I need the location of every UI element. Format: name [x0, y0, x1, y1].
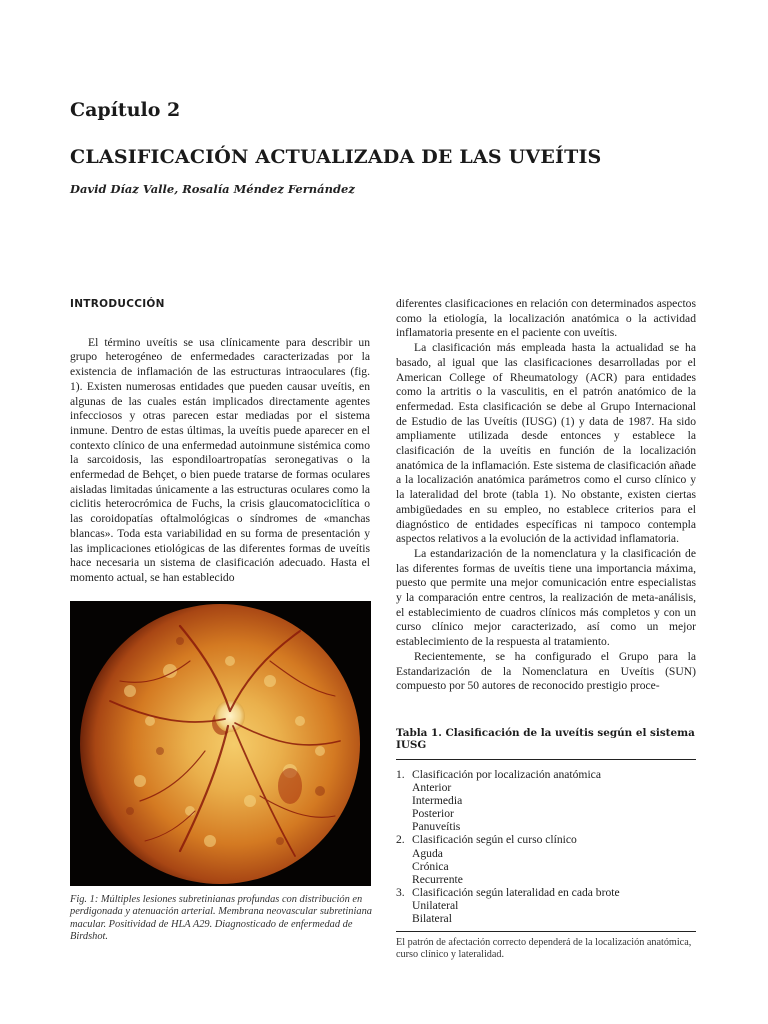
authors: David Díaz Valle, Rosalía Méndez Fernández — [70, 182, 355, 196]
right-column — [396, 297, 696, 694]
fundus-photograph — [70, 601, 371, 886]
section-heading-introduccion: INTRODUCCIÓN — [70, 298, 165, 310]
group-item: Recurrente — [412, 872, 463, 886]
group-number: 3. — [396, 885, 405, 899]
paragraph: La estandarización de la nomenclatura y la clasificación de las diferentes formas de uveítis tiene una importancia máxima, puesto que permite una mejor comunicación entre especialistas y la comparación entre centros, la realización de meta-análisis, el establecimiento de cuadros clínicos más completos y con un curso clínico mejor caracterizado, así como un mejor establecimiento de la respuesta al tratamiento. — [396, 546, 696, 649]
group-item: Anterior — [412, 781, 452, 795]
figure-caption: Fig. 1: Múltiples lesiones subretinianas profundas con distribución en perdigonada y atenuación arterial. Membrana neovascular subretiniana macular. Positividad de HLA A29. Diagnosticado de enfermedad de Birdshot. — [70, 894, 372, 942]
group-label: Clasificación según el curso clínico — [412, 833, 577, 847]
table-note: El patrón de afectación correcto dependerá de la localización anatómica, curso clínico y lateralidad. — [396, 931, 696, 962]
table-title: Tabla 1. Clasificación de la uveítis según el sistema IUSG — [396, 727, 696, 760]
paragraph: El término uveítis se usa clínicamente para describir un grupo heterogéneo de enfermedades caracterizadas por la existencia de inflamación de las estructuras intraoculares (fig. 1). Existen numerosas entidades que pueden causar uveítis, en algunas de las cuales están implicados directamente agentes infecciosos y otras parecen estar mediadas por el sistema inmune. Dentro de estas últimas, la uveítis puede aparecer en el contexto clínico de una enfermedad autoinmune sistémica como la sarcoidosis, las espondiloartropatías seronegativas o la enfermedad de Behçet, o bien puede tratarse de formas oculares aisladas limitadas únicamente a las estructuras oculares como la ciclitis heterocrómica de Fuchs, la crisis glaucomatociclítica o las coroidopatías oftalmológicas o síndromes de «manchas blancas». Toda esta variabilidad en su forma de presentación y las implicaciones etiológicas de las diferentes formas de uveítis hace necesaria un sistema de clasificación adecuado. Hasta el momento actual, se han establecido — [70, 335, 370, 584]
group-item: Aguda — [412, 846, 443, 860]
table-list — [396, 768, 696, 925]
group-label: Clasificación por localización anatómica — [412, 768, 601, 781]
table-group — [396, 768, 696, 833]
chapter-number: Capítulo 2 — [70, 99, 181, 121]
paragraph: diferentes clasificaciones en relación con determinados aspectos como la etiología, la localización anatómica o la actividad inflamatoria presente en el paciente con uveítis. — [396, 297, 696, 340]
group-label: Clasificación según lateralidad en cada brote — [412, 885, 620, 899]
table-group — [396, 886, 696, 925]
group-item: Posterior — [412, 807, 454, 821]
group-item: Panuveítis — [412, 820, 461, 834]
table-1 — [396, 727, 696, 962]
group-item: Bilateral — [412, 912, 452, 926]
group-item: Unilateral — [412, 898, 459, 912]
group-item: Crónica — [412, 859, 449, 873]
fundus-image — [70, 601, 371, 886]
group-number: 1. — [396, 768, 405, 781]
group-number: 2. — [396, 833, 405, 847]
group-item: Intermedia — [412, 794, 463, 808]
paragraph: La clasificación más empleada hasta la actualidad se ha basado, al igual que las clasificaciones desarrolladas por el American College of Rheumatology (ACR) para entidades como la artritis o la vasculitis, en el patrón anatómico de la enfermedad. Esta clasificación se debe al Grupo Internacional de Estudio de las Uveítis (IUSG) (1) y data de 1987. Ha sido ampliamente utilizada desde entonces y establece la clasificación de la uveítis en función de la localización anatómica de la inflamación. Este sistema de clasificación añade a la localización anatómica parámetros como el curso clínico y la lateralidad del brote (tabla 1). No obstante, existen ciertas ambigüedades en su empleo, no establece criterios para el diagnóstico de entidades específicas ni tampoco contempla aspectos relativos a la evolución de la actividad inflamatoria. — [396, 341, 696, 546]
chapter-title: CLASIFICACIÓN ACTUALIZADA DE LAS UVEÍTIS — [70, 146, 602, 168]
paragraph: Recientemente, se ha configurado el Grupo para la Estandarización de la Nomenclatura en Uveítis (SUN) compuesto por 50 autores de reconocido prestigio proce- — [396, 649, 696, 693]
left-column — [70, 297, 370, 586]
table-group — [396, 833, 696, 885]
